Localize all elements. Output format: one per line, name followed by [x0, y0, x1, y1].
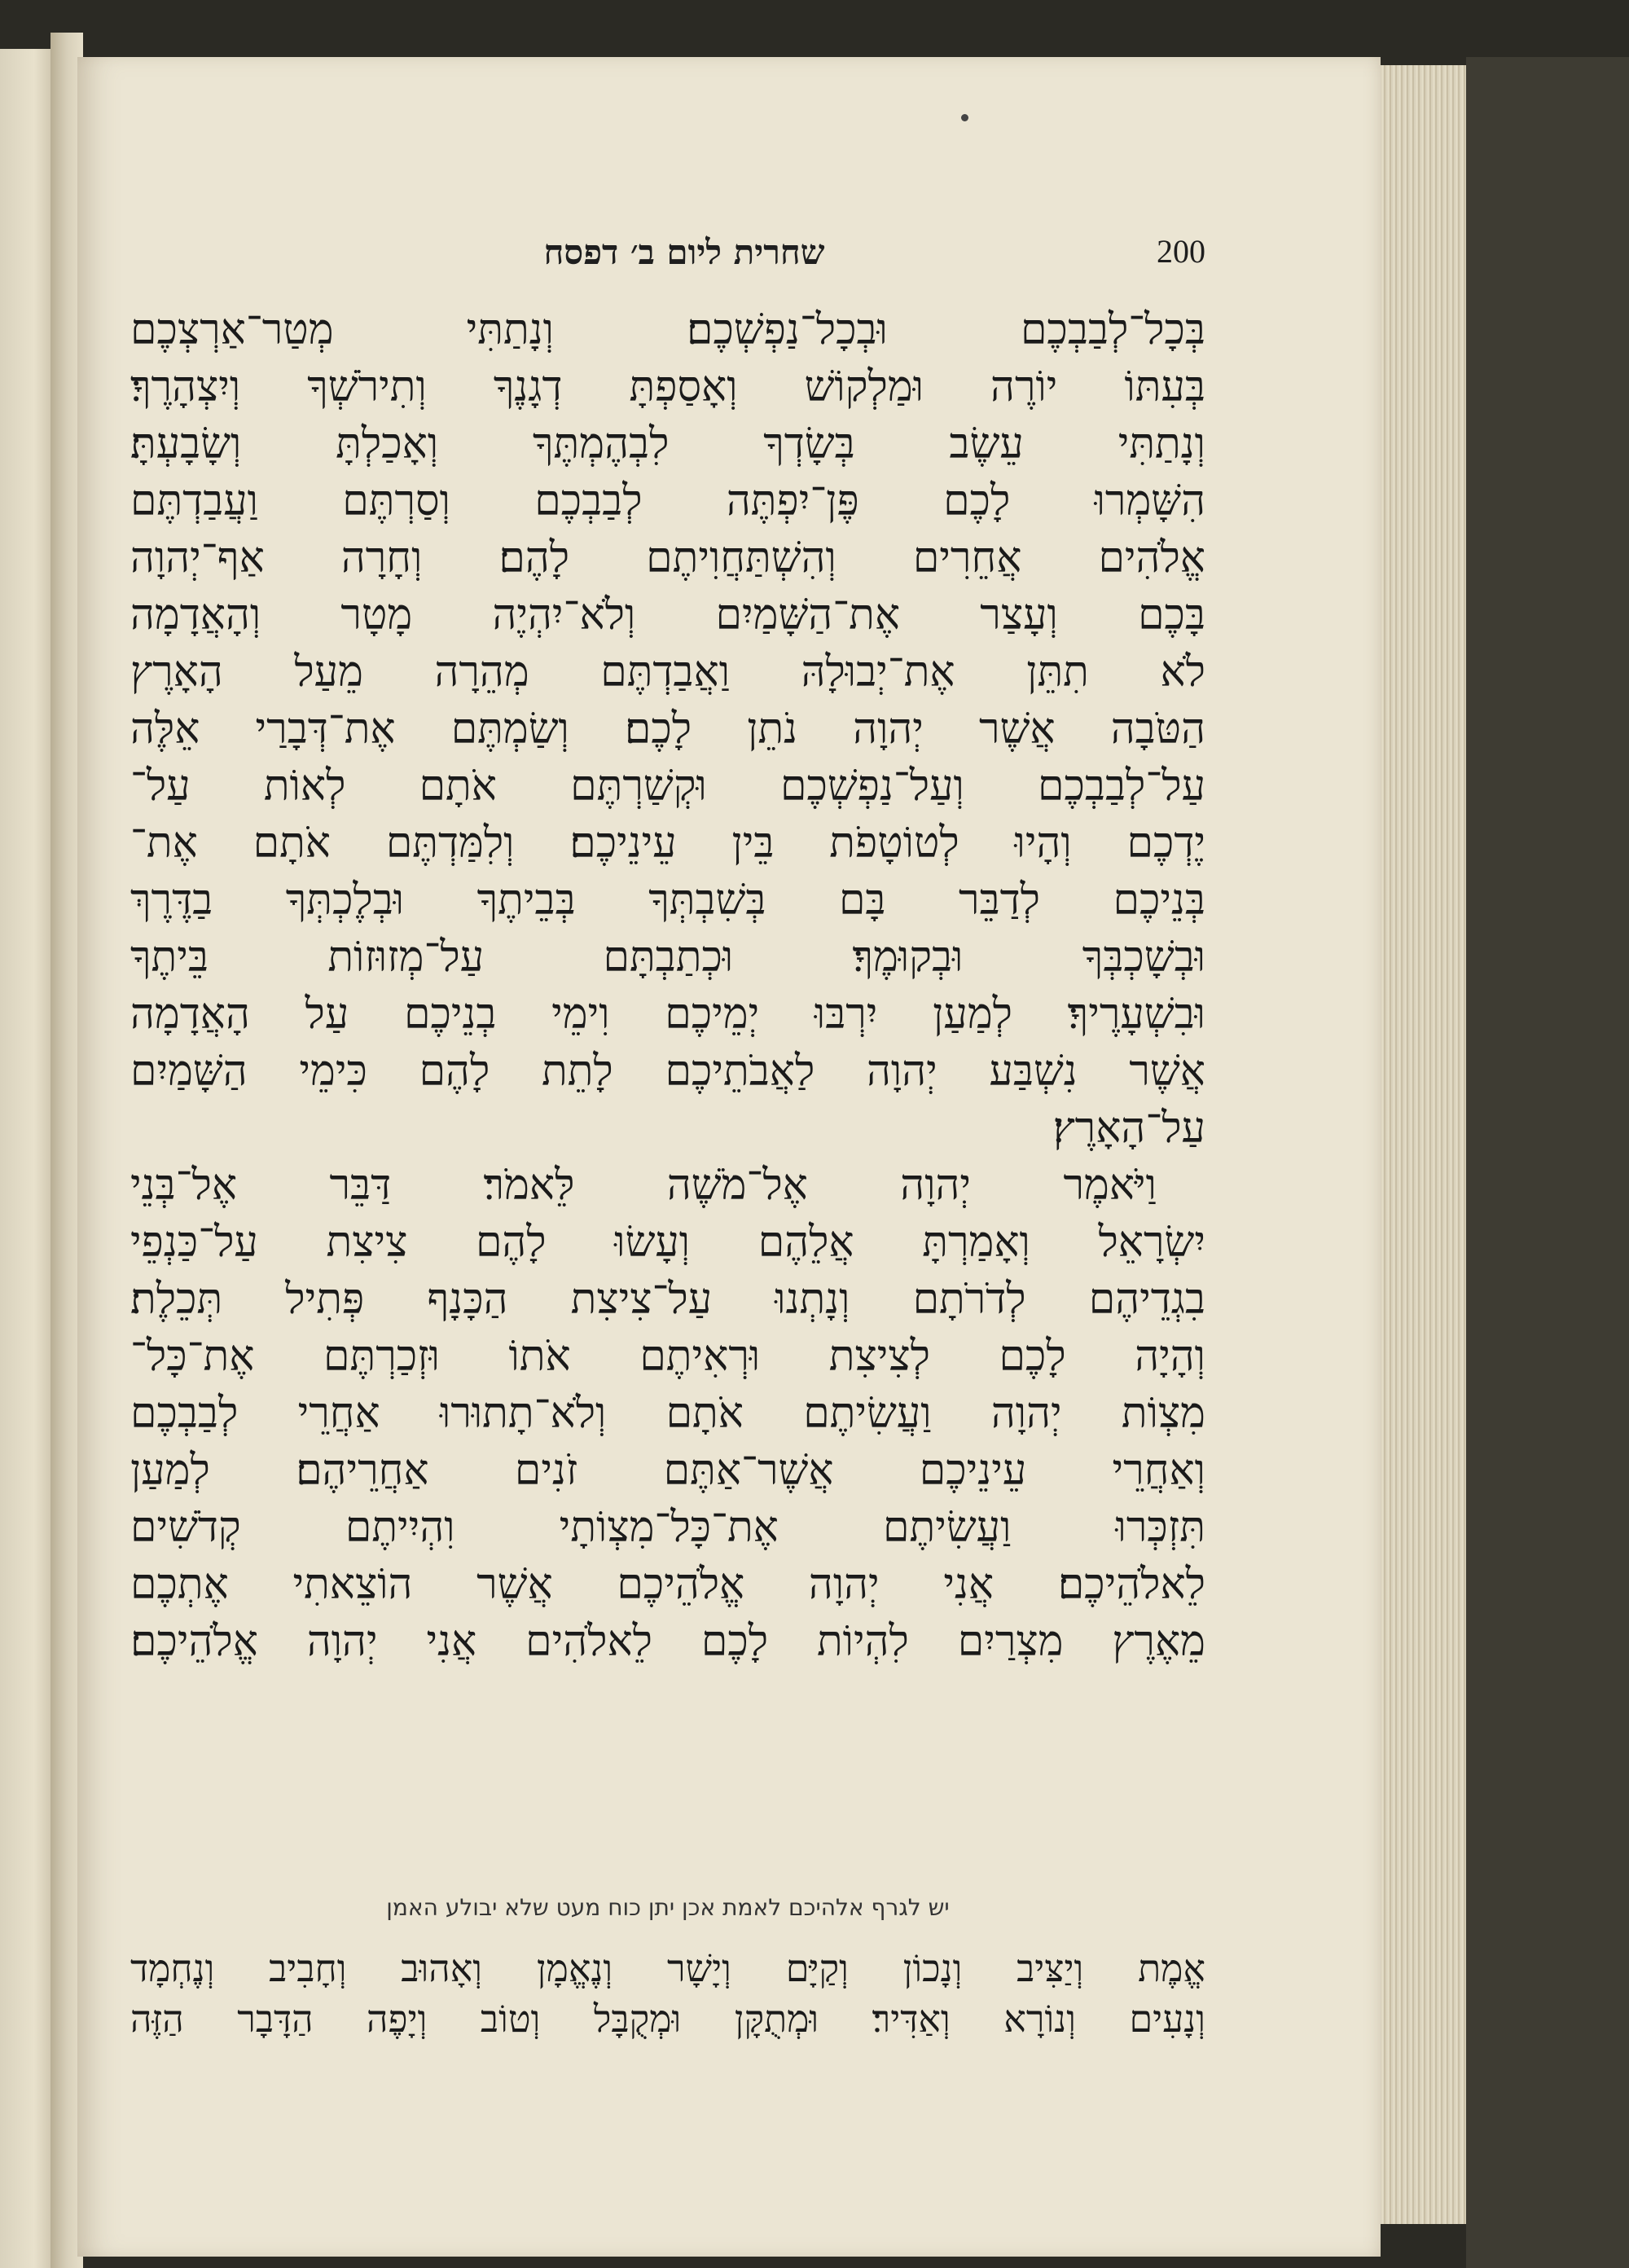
text-line: וּבְשָׁכְבְּךָ וּבְקוּמֶךָ׃ וּכְתַבְתָּם עַל־מְזוּזוֹת בֵּיתֶךָ	[130, 933, 1205, 982]
text-line: הִשָּׁמְרוּ לָכֶם פֶּן־יִפְתֶּה לְבַבְכֶם וְסַרְתֶּם וַעֲבַדְתֶּם	[130, 477, 1205, 525]
page-number: 200	[1157, 233, 1205, 270]
text-line: בִגְדֵיהֶם לְדֹרֹתָם וְנָתְנוּ עַל־צִיצִת הַכָּנָף פְּתִיל תְּכֵלֶת׃	[130, 1275, 1205, 1324]
text-line: וְאַחֲרֵי עֵינֵיכֶם אֲשֶׁר־אַתֶּם זֹנִים אַחֲרֵיהֶם׃ לְמַעַן	[130, 1446, 1205, 1495]
following-text	[130, 1943, 1205, 2044]
text-line: יִשְׂרָאֵל וְאָמַרְתָּ אֲלֵהֶם וְעָשׂוּ לָהֶם צִיצִת עַל־כַּנְפֵי	[130, 1218, 1205, 1267]
text-line: לֹא תִתֵּן אֶת־יְבוּלָהּ וַאֲבַדְתֶּם מְהֵרָה מֵעַל הָאָרֶץ	[130, 648, 1205, 697]
page-header	[456, 232, 1205, 284]
text-line: בְּנֵיכֶם לְדַבֵּר בָּם בְּשִׁבְתְּךָ בְּבֵיתֶךָ וּבְלֶכְתְּךָ בַדֶּרֶךְ	[130, 876, 1205, 925]
running-title: שחרית ליום ב׳ דפסח	[543, 232, 825, 272]
text-line: וְנָתַתִּי עֵשֶׂב בְּשָׂדְךָ לִבְהֶמְתֶּךָ וְאָכַלְתָּ וְשָׂבָעְתָּ׃	[130, 420, 1205, 468]
text-line: וְנָעִים וְנוֹרָא וְאַדִּיר׃ וּמְתֻקָּן וּמְקֻבָּל וְטוֹב וְיָפֶה הַדָּבָר הַזֶּה	[130, 1997, 1205, 2041]
text-line: אֱלֹהִים אֲחֵרִים וְהִשְׁתַּחֲוִיתֶם לָהֶם׃ וְחָרָה אַף־יְהוָה	[130, 534, 1205, 582]
text-line: בְּעִתּוֹ יוֹרֶה וּמַלְקוֹשׁ וְאָסַפְתָּ דְגָנֶךָ וְתִירֹשְׁךָ וְיִצְהָרֶךָ׃	[130, 363, 1205, 411]
text-line: בְּכָל־לְבַבְכֶם וּבְכָל־נַפְשְׁכֶם׃ וְנָתַתִּי מְטַר־אַרְצְכֶם	[130, 305, 1205, 354]
text-line: עַל־לְבַבְכֶם וְעַל־נַפְשְׁכֶם וּקְשַׁרְתֶּם אֹתָם לְאוֹת עַל־	[130, 762, 1205, 811]
text-line: לֵאלֹהֵיכֶם׃ אֲנִי יְהוָה אֱלֹהֵיכֶם אֲשֶׁר הוֹצֵאתִי אֶתְכֶם	[130, 1560, 1205, 1609]
text-line: אֲשֶׁר נִשְׁבַּע יְהוָה לַאֲבֹתֵיכֶם לָתֵת לָהֶם כִּימֵי הַשָּׁמַיִם	[130, 1047, 1205, 1096]
text-line: בָּכֶם וְעָצַר אֶת־הַשָּׁמַיִם וְלֹא־יִהְיֶה מָטָר וְהָאֲדָמָה	[130, 591, 1205, 640]
text-line: הַטֹּבָה אֲשֶׁר יְהוָה נֹתֵן לָכֶם׃ וְשַׂמְתֶּם אֶת־דְּבָרַי אֵלֶּה	[130, 705, 1205, 754]
rubric-note: יש לגרף אלהיכם לאמת אכן יתן כוח מעט שלא יבולע האמן	[386, 1894, 950, 1921]
main-text	[130, 301, 1205, 1670]
text-line: יֶדְכֶם וְהָיוּ לְטוֹטָפֹת בֵּין עֵינֵיכֶם׃ וְלִמַּדְתֶּם אֹתָם אֶת־	[130, 819, 1205, 868]
text-line: וְהָיָה לָכֶם לְצִיצִת וּרְאִיתֶם אֹתוֹ וּזְכַרְתֶּם אֶת־כָּל־	[130, 1332, 1205, 1381]
text-line: עַל־הָאָרֶץ׃	[1052, 1104, 1205, 1153]
ink-speck	[961, 114, 968, 121]
text-line: מֵאֶרֶץ מִצְרַיִם לִהְיוֹת לָכֶם לֵאלֹהִים אֲנִי יְהוָה אֱלֹהֵיכֶם׃	[130, 1617, 1205, 1666]
text-line: מִצְוֹת יְהוָה וַעֲשִׂיתֶם אֹתָם וְלֹא־תָתוּרוּ אַחֲרֵי לְבַבְכֶם	[130, 1389, 1205, 1438]
text-line: וּבִשְׁעָרֶיךָ׃ לְמַעַן יִרְבּוּ יְמֵיכֶם וִימֵי בְנֵיכֶם עַל הָאֲדָמָה	[130, 990, 1205, 1039]
book-cover	[1466, 57, 1629, 2268]
text-line: אֱמֶת וְיַצִּיב וְנָכוֹן וְקַיָּם וְיָשָׁר וְנֶאֱמָן וְאָהוּב וְחָבִיב וְנֶחְמָד	[130, 1946, 1205, 1990]
page-edges	[1381, 65, 1466, 2224]
facing-page-edge	[0, 49, 57, 2268]
text-line: תִּזְכְּרוּ וַעֲשִׂיתֶם אֶת־כָּל־מִצְוֹתָי וִהְיִיתֶם קְדֹשִׁים	[130, 1503, 1205, 1552]
paragraph-start-line: וַיֹּאמֶר יְהוָה אֶל־מֹשֶׁה לֵּאמֹר׃ דַּבֵּר אֶל־בְּנֵי	[130, 1161, 1157, 1210]
